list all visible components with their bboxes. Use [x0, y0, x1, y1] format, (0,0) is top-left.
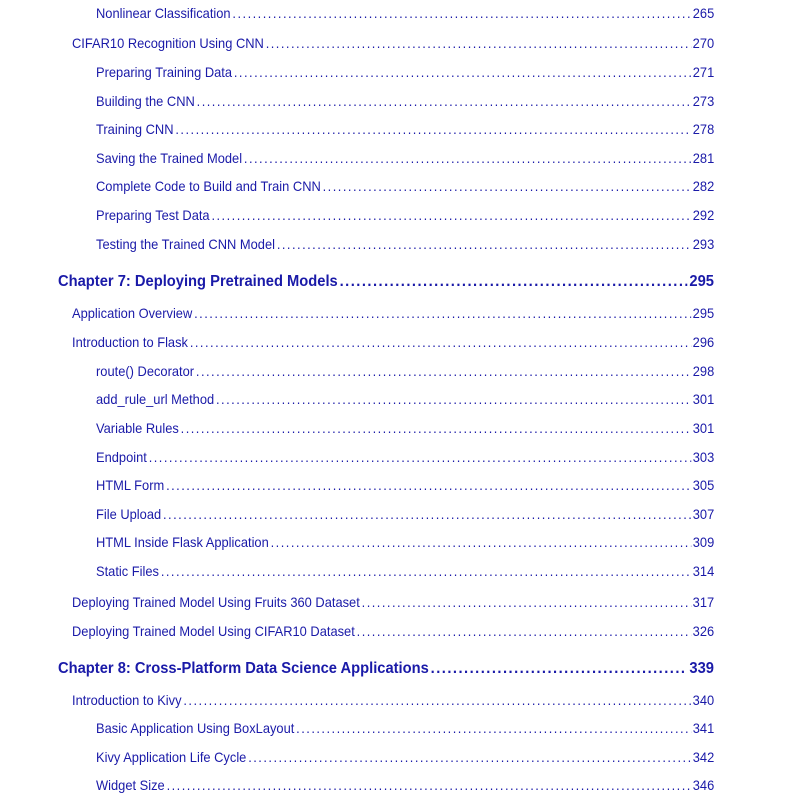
toc-chapter-entry[interactable]: [58, 273, 714, 291]
toc-entry-title: Endpoint: [96, 449, 147, 465]
toc-page-number: 317: [692, 594, 715, 610]
toc-dot-leader: [248, 749, 691, 765]
toc-entry-title: Deploying Trained Model Using Fruits 360 Dataset: [72, 594, 360, 610]
toc-dot-leader: [216, 391, 691, 407]
toc-dot-leader: [234, 64, 691, 80]
toc-dot-leader: [296, 720, 691, 736]
toc-page-number: 340: [692, 692, 715, 708]
toc-entry[interactable]: [96, 363, 714, 379]
toc-page-number: 341: [692, 720, 715, 736]
toc-page-number: 301: [692, 391, 715, 407]
toc-entry[interactable]: [96, 236, 714, 252]
toc-entry[interactable]: [96, 777, 714, 793]
toc-page-number: 314: [692, 563, 715, 579]
toc-entry-title: Complete Code to Build and Train CNN: [96, 178, 321, 194]
toc-page-number: 346: [692, 777, 715, 793]
toc-entry[interactable]: [72, 35, 714, 51]
toc-page-number: 307: [692, 506, 715, 522]
toc-entry-title: Chapter 7: Deploying Pretrained Models: [58, 273, 338, 290]
toc-page-number: 293: [692, 236, 715, 252]
toc-entry-title: Basic Application Using BoxLayout: [96, 720, 295, 736]
toc-dot-leader: [190, 334, 691, 350]
toc-dot-leader: [183, 692, 690, 708]
toc-page-number: 282: [692, 178, 715, 194]
toc-entry[interactable]: [96, 207, 714, 223]
toc-page-number: 295: [689, 273, 714, 290]
toc-dot-leader: [357, 623, 691, 639]
toc-page-number: 265: [692, 5, 715, 21]
toc-entry-title: CIFAR10 Recognition Using CNN: [72, 35, 264, 51]
toc-entry-title: Chapter 8: Cross-Platform Data Science Applications: [58, 660, 429, 677]
toc-entry[interactable]: [96, 720, 714, 736]
toc-entry[interactable]: [96, 5, 714, 21]
toc-page-number: 309: [692, 534, 715, 550]
toc-entry-title: Introduction to Kivy: [72, 692, 182, 708]
toc-page-number: 326: [692, 623, 715, 639]
toc-entry-title: File Upload: [96, 506, 162, 522]
toc-entry[interactable]: [96, 506, 714, 522]
toc-page-number: 339: [689, 660, 714, 677]
toc-page-number: 296: [692, 334, 715, 350]
toc-entry-title: HTML Form: [96, 477, 165, 493]
toc-page-number: 342: [692, 749, 715, 765]
toc-entry[interactable]: [96, 64, 714, 80]
toc-dot-leader: [161, 563, 691, 579]
toc-dot-leader: [194, 305, 691, 321]
toc-entry[interactable]: [96, 93, 714, 109]
toc-entry-title: Application Overview: [72, 305, 193, 321]
toc-page-number: 298: [692, 363, 715, 379]
toc-entry-title: Saving the Trained Model: [96, 150, 243, 166]
toc-entry[interactable]: [96, 121, 714, 137]
toc-dot-leader: [149, 449, 691, 465]
toc-entry-title: Preparing Test Data: [96, 207, 210, 223]
toc-page-number: 281: [692, 150, 715, 166]
toc-dot-leader: [163, 506, 691, 522]
toc-dot-leader: [266, 35, 691, 51]
toc-entry[interactable]: [96, 449, 714, 465]
toc-entry[interactable]: [96, 563, 714, 579]
toc-entry[interactable]: [96, 749, 714, 765]
toc-entry[interactable]: [96, 477, 714, 493]
toc-page-number: 278: [692, 121, 715, 137]
toc-entry[interactable]: [96, 534, 714, 550]
toc-entry[interactable]: [72, 334, 714, 350]
toc-dot-leader: [175, 121, 691, 137]
toc-entry[interactable]: [96, 420, 714, 436]
toc-dot-leader: [340, 273, 688, 291]
toc-dot-leader: [323, 178, 691, 194]
toc-page-number: 271: [692, 64, 715, 80]
toc-dot-leader: [362, 594, 691, 610]
toc-entry-title: Introduction to Flask: [72, 334, 188, 350]
toc-entry-title: HTML Inside Flask Application: [96, 534, 269, 550]
toc-dot-leader: [271, 534, 691, 550]
toc-entry-title: Preparing Training Data: [96, 64, 233, 80]
toc-dot-leader: [181, 420, 691, 436]
toc-entry[interactable]: [72, 305, 714, 321]
toc-page-number: 292: [692, 207, 715, 223]
toc-entry-title: add_rule_url Method: [96, 391, 215, 407]
toc-dot-leader: [167, 777, 691, 793]
toc-dot-leader: [211, 207, 690, 223]
toc-page-number: 305: [692, 477, 715, 493]
toc-page-number: 303: [692, 449, 715, 465]
toc-entry[interactable]: [96, 391, 714, 407]
toc-entry-title: Building the CNN: [96, 93, 195, 109]
toc-entry[interactable]: [96, 178, 714, 194]
toc-entry-title: Training CNN: [96, 121, 174, 137]
toc-entry-title: Nonlinear Classification: [96, 5, 231, 21]
toc-dot-leader: [244, 150, 691, 166]
toc-entry[interactable]: [72, 594, 714, 610]
toc-page-number: 270: [692, 35, 715, 51]
toc-entry[interactable]: [72, 623, 714, 639]
toc-dot-leader: [197, 93, 691, 109]
toc-chapter-entry[interactable]: [58, 660, 714, 678]
toc-entry[interactable]: [72, 692, 714, 708]
toc-entry-title: Kivy Application Life Cycle: [96, 749, 247, 765]
toc-entry-title: Static Files: [96, 563, 159, 579]
toc-entry-title: Variable Rules: [96, 420, 179, 436]
toc-entry-title: Deploying Trained Model Using CIFAR10 Dataset: [72, 623, 355, 639]
toc-page-number: 301: [692, 420, 715, 436]
toc-entry-title: Testing the Trained CNN Model: [96, 236, 275, 252]
toc-page-number: 295: [692, 305, 715, 321]
toc-dot-leader: [277, 236, 691, 252]
toc-page-number: 273: [692, 93, 715, 109]
toc-entry-title: route() Decorator: [96, 363, 195, 379]
toc-dot-leader: [431, 660, 688, 678]
toc-entry-title: Widget Size: [96, 777, 165, 793]
toc-entry[interactable]: [96, 150, 714, 166]
toc-dot-leader: [232, 5, 690, 21]
toc-dot-leader: [166, 477, 691, 493]
toc-dot-leader: [196, 363, 691, 379]
